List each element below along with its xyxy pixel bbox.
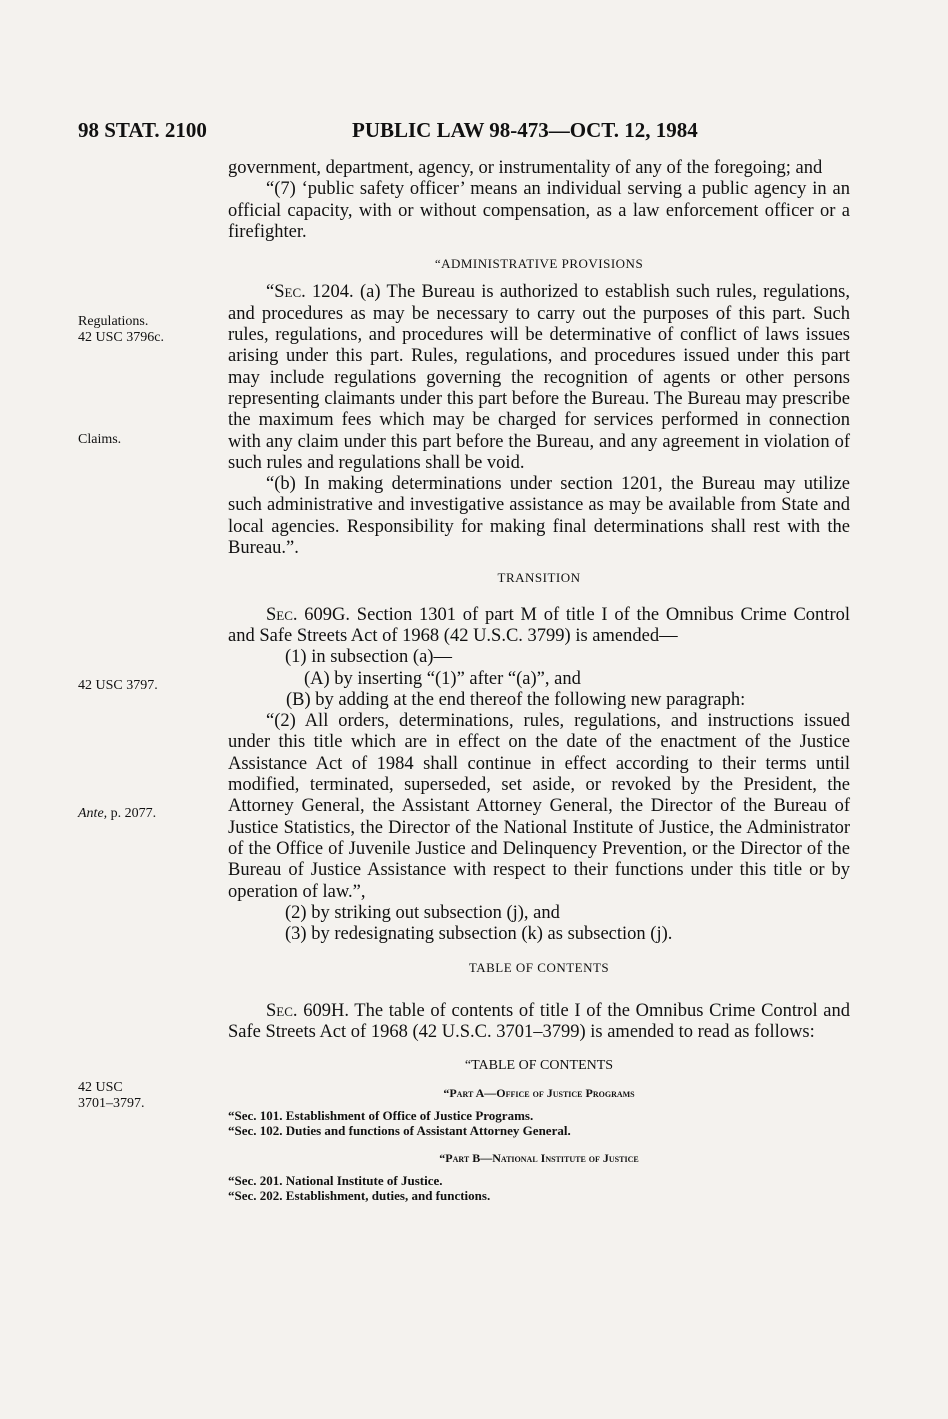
paragraph-continuation: government, department, agency, or instrumentality of any of the foregoing; and: [228, 158, 823, 178]
section-609h: [228, 1001, 850, 1044]
amendment-quoted-paragraph-2: “(2) All orders, determinations, rules, regulations, and instructions issued under this title which are in effect on the date of the enactment of the Justice Assistance Act of 1984 shall continue in effect according to their terms until modified, terminated, superseded, set aside, or revoked by the President, the Attorney General, the Assistant Attorney General, the Director of the Bureau of Justice Statistics, the Director of the National Institute of Justice, the Administrator of the Office of Juvenile Justice and Delinquency Prevention, or the Director of the Bureau of Justice Assistance with respect to their functions under this title or by operation of law.”,: [228, 711, 850, 902]
section-1204-prefix: “Sec.: [266, 282, 306, 303]
margin-note-usc-3701: [78, 1080, 145, 1112]
paragraph-definition-7: “(7) ‘public safety officer’ means an individual serving a public agency in an official capacity, with or without compensation, as a law enforcement officer or a firefighter.: [228, 179, 850, 242]
margin-note-usc-3701-line2: 3701–3797.: [78, 1096, 145, 1111]
amendment-item-b: (B) by adding at the end thereof the following new paragraph:: [286, 689, 746, 710]
heading-transition: TRANSITION: [497, 570, 581, 586]
margin-note-ante: [78, 806, 156, 822]
section-609h-prefix: Sec.: [266, 1000, 298, 1021]
section-609g: [228, 605, 850, 648]
toc-item-sec-202: “Sec. 202. Establishment, duties, and functions.: [228, 1188, 491, 1204]
margin-note-usc-3796c: 42 USC 3796c.: [78, 330, 164, 345]
section-1204-text: 1204. (a) The Bureau is authorized to establish such rules, regulations, and procedures as may be necessary to carry out the purposes of this part. Such rules, regulations, and procedures will be determinative of conflict of laws issues arising under this part. Rules, regulations, and procedures issued under this part may include regulations governing the recognition of agents or other persons representing claimants under this part before the Bureau. The Bureau may prescribe the maximum fees which may be charged for services performed in connection with any claim under this part before the Bureau, and any agreement in violation of such rules and regulations shall be void.: [228, 282, 850, 473]
margin-note-usc-3701-line1: 42 USC: [78, 1080, 123, 1095]
statute-page-number: 98 STAT. 2100: [78, 118, 207, 142]
margin-note-regulations-label: Regulations.: [78, 314, 149, 329]
margin-note-ante-italic: Ante,: [78, 806, 108, 821]
margin-note-regulations: [78, 314, 164, 346]
amendment-item-a: (A) by inserting “(1)” after “(a)”, and: [304, 668, 581, 689]
margin-note-usc-3797: 42 USC 3797.: [78, 678, 158, 693]
amendment-item-2: (2) by striking out subsection (j), and: [285, 902, 560, 923]
amendment-item-1: (1) in subsection (a)—: [285, 647, 452, 668]
section-609h-text: 609H. The table of contents of title I of the Omnibus Crime Control and Safe Streets Act of 1968 (42 U.S.C. 3701–3799) is amended to read as follows:: [228, 1000, 850, 1042]
toc-item-sec-101: “Sec. 101. Establishment of Office of Justice Programs.: [228, 1107, 534, 1123]
statute-body: [228, 158, 850, 1203]
heading-table-of-contents: TABLE OF CONTENTS: [468, 960, 610, 976]
section-609g-text: 609G. Section 1301 of part M of title I of the Omnibus Crime Control and Safe Streets Act of 1968 (42 U.S.C. 3799) is amended—: [228, 604, 850, 646]
amendment-item-3: (3) by redesignating subsection (k) as subsection (j).: [285, 924, 673, 945]
toc-title: “TABLE OF CONTENTS: [464, 1058, 614, 1074]
heading-administrative-provisions: “ADMINISTRATIVE PROVISIONS: [434, 256, 644, 272]
section-609g-prefix: Sec.: [266, 604, 298, 625]
toc-part-b: “Part B—National Institute of Justice: [439, 1150, 639, 1165]
margin-note-ante-page: p. 2077.: [107, 806, 157, 821]
section-1204-b: “(b) In making determinations under section 1201, the Bureau may utilize such administrative and investigative assistance as may be available from State and local agencies. Responsibility for making final determinations shall rest with the Bureau.”.: [228, 474, 850, 559]
running-header-title: PUBLIC LAW 98-473—OCT. 12, 1984: [352, 118, 698, 142]
toc-item-sec-102: “Sec. 102. Duties and functions of Assistant Attorney General.: [228, 1122, 571, 1138]
toc-item-sec-201: “Sec. 201. National Institute of Justice.: [228, 1173, 443, 1189]
section-1204-a: [228, 282, 850, 474]
toc-part-a: “Part A—Office of Justice Programs: [443, 1085, 635, 1100]
margin-note-claims: Claims.: [78, 432, 122, 447]
